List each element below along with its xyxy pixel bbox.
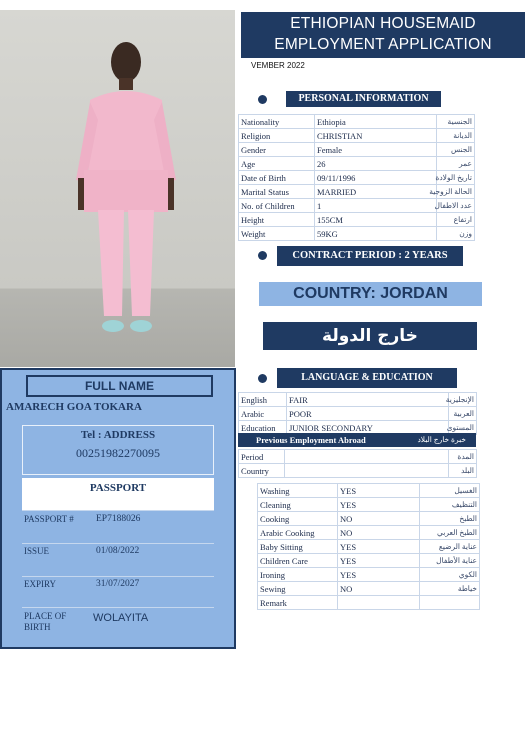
row-arabic-label: البلد xyxy=(449,464,477,478)
skill-row xyxy=(258,540,480,554)
personal-info-row xyxy=(239,115,475,129)
skill-row xyxy=(258,484,480,498)
personal-info-row xyxy=(239,143,475,157)
row-arabic-label: المدة xyxy=(449,450,477,464)
skill-row xyxy=(258,526,480,540)
row-arabic-label: العربية xyxy=(449,407,477,421)
row-arabic-label: الإنجليزية xyxy=(449,393,477,407)
skill-row xyxy=(258,554,480,568)
row-arabic-label: الغسيل xyxy=(420,484,480,498)
row-arabic-label: ارتفاع xyxy=(437,213,475,227)
issue-label: ISSUE xyxy=(24,546,50,556)
tel-address-label: Tel : ADDRESS xyxy=(80,429,156,441)
row-label: Ironing xyxy=(258,568,338,582)
row-arabic-label: تاريخ الولادة xyxy=(437,171,475,185)
applicant-photo xyxy=(0,10,235,367)
row-arabic-label: عدد الاطفال xyxy=(437,199,475,213)
language-table xyxy=(238,392,477,435)
place-of-birth-label: PLACE OF BIRTH xyxy=(24,611,67,632)
row-arabic-label xyxy=(420,596,480,610)
previous-employment-row xyxy=(239,450,477,464)
contract-period: CONTRACT PERIOD : 2 YEARS xyxy=(277,246,463,266)
row-arabic-label: عمر xyxy=(437,157,475,171)
bullet-icon xyxy=(258,251,267,260)
row-value xyxy=(338,596,420,610)
row-arabic-label: خياطة xyxy=(420,582,480,596)
photo-illustration xyxy=(0,10,235,367)
passport-number-label: PASSPORT # xyxy=(24,514,74,524)
row-value: YES xyxy=(338,554,420,568)
row-value: CHRISTIAN xyxy=(315,129,437,143)
bullet-icon xyxy=(258,374,267,383)
row-value: Ethiopia xyxy=(315,115,437,129)
document-title xyxy=(241,12,525,58)
skill-row xyxy=(258,568,480,582)
row-arabic-label: الحالة الزوجية xyxy=(437,185,475,199)
row-label: Marital Status xyxy=(239,185,315,199)
row-label: Baby Sitting xyxy=(258,540,338,554)
row-value: FAIR xyxy=(287,393,449,407)
row-arabic-label: الديانة xyxy=(437,129,475,143)
language-row xyxy=(239,393,477,407)
row-arabic-label: عناية الرضيع xyxy=(420,540,480,554)
country-label: COUNTRY: JORDAN xyxy=(259,282,482,306)
row-arabic-label: وزن xyxy=(437,227,475,241)
previous-employment-arabic: خبرة خارج البلاد xyxy=(417,435,466,444)
row-label: Sewing xyxy=(258,582,338,596)
row-value: YES xyxy=(338,568,420,582)
bullet-icon xyxy=(258,95,267,104)
row-value: Female xyxy=(315,143,437,157)
row-label: Religion xyxy=(239,129,315,143)
row-value: 09/11/1996 xyxy=(315,171,437,185)
title-line-2: EMPLOYMENT APPLICATION xyxy=(274,36,492,53)
row-label: Washing xyxy=(258,484,338,498)
row-label: Gender xyxy=(239,143,315,157)
row-value: 26 xyxy=(315,157,437,171)
row-value: YES xyxy=(338,484,420,498)
personal-info-row xyxy=(239,213,475,227)
row-arabic-label: عناية الأطفال xyxy=(420,554,480,568)
row-value: 59KG xyxy=(315,227,437,241)
previous-employment-heading xyxy=(238,433,476,447)
row-arabic-label: الجنسية xyxy=(437,115,475,129)
row-label: Period xyxy=(239,450,285,464)
previous-employment-table xyxy=(238,449,477,478)
row-value xyxy=(285,464,449,478)
passport-heading: PASSPORT xyxy=(22,478,214,510)
row-arabic-label: الجنس xyxy=(437,143,475,157)
row-value: NO xyxy=(338,582,420,596)
row-arabic-label: الطبخ xyxy=(420,512,480,526)
country-arabic-label: خارج الدولة xyxy=(263,322,477,350)
row-label: Remark xyxy=(258,596,338,610)
fullname-heading: FULL NAME xyxy=(26,375,213,397)
row-value: 1 xyxy=(315,199,437,213)
row-value: POOR xyxy=(287,407,449,421)
row-label: Education xyxy=(239,421,287,435)
personal-info-row xyxy=(239,129,475,143)
personal-info-row xyxy=(239,199,475,213)
title-line-1: ETHIOPIAN HOUSEMAID xyxy=(290,15,476,32)
skills-table xyxy=(257,483,480,610)
row-label: Arabic Cooking xyxy=(258,526,338,540)
row-label: Height xyxy=(239,213,315,227)
row-label: Arabic xyxy=(239,407,287,421)
application-date: VEMBER 2022 xyxy=(251,61,305,70)
row-arabic-label: المستوى xyxy=(449,421,477,435)
personal-info-row xyxy=(239,171,475,185)
skill-row xyxy=(258,582,480,596)
row-arabic-label: التنظيف xyxy=(420,498,480,512)
expiry-value: 31/07/2027 xyxy=(96,579,140,589)
language-education-heading: LANGUAGE & EDUCATION xyxy=(277,368,457,388)
expiry-label: EXPIRY xyxy=(24,579,57,589)
issue-value: 01/08/2022 xyxy=(96,546,140,556)
row-value: JUNIOR SECONDARY xyxy=(287,421,449,435)
previous-employment-row xyxy=(239,464,477,478)
row-label: No. of Children xyxy=(239,199,315,213)
row-value: MARRIED xyxy=(315,185,437,199)
row-arabic-label: الطبخ العربي xyxy=(420,526,480,540)
row-label: Children Care xyxy=(258,554,338,568)
row-value: YES xyxy=(338,540,420,554)
row-value xyxy=(285,450,449,464)
personal-info-row xyxy=(239,157,475,171)
row-label: Cleaning xyxy=(258,498,338,512)
personal-info-row xyxy=(239,185,475,199)
language-row xyxy=(239,407,477,421)
previous-employment-label: Previous Employment Abroad xyxy=(256,435,366,445)
passport-number-value: EP7188026 xyxy=(96,514,141,524)
fullname-value: AMARECH GOA TOKARA xyxy=(6,401,142,413)
row-value: YES xyxy=(338,498,420,512)
personal-info-table xyxy=(238,114,475,241)
row-label: Country xyxy=(239,464,285,478)
skill-row xyxy=(258,596,480,610)
place-of-birth-value: WOLAYITA xyxy=(93,612,149,624)
row-label: Date of Birth xyxy=(239,171,315,185)
skill-row xyxy=(258,498,480,512)
row-value: NO xyxy=(338,526,420,540)
row-label: Nationality xyxy=(239,115,315,129)
personal-info-row xyxy=(239,227,475,241)
row-arabic-label: الكوي xyxy=(420,568,480,582)
row-value: 155CM xyxy=(315,213,437,227)
row-label: Weight xyxy=(239,227,315,241)
skill-row xyxy=(258,512,480,526)
row-label: Cooking xyxy=(258,512,338,526)
row-label: Age xyxy=(239,157,315,171)
row-label: English xyxy=(239,393,287,407)
tel-value: 00251982270095 xyxy=(76,446,160,460)
row-value: NO xyxy=(338,512,420,526)
personal-info-heading: PERSONAL INFORMATION xyxy=(286,91,441,107)
